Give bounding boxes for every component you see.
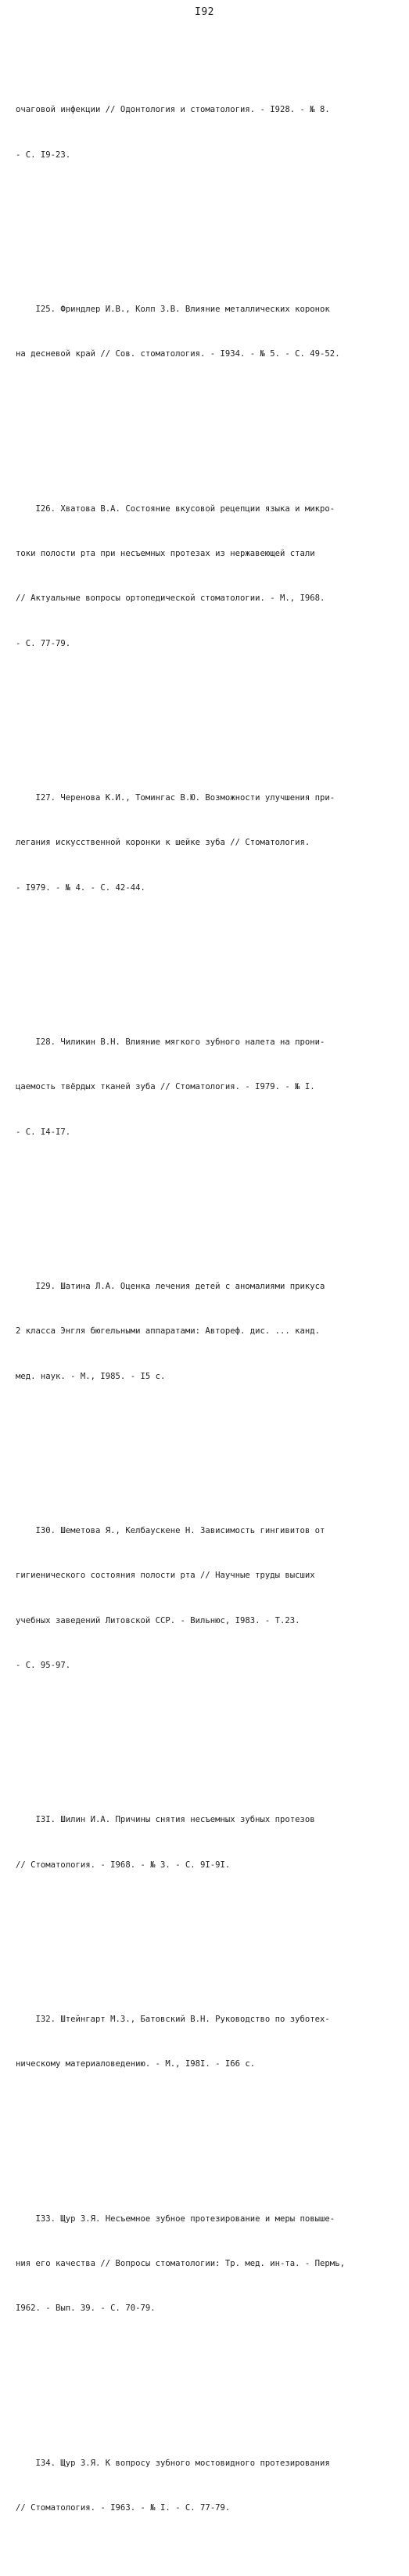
reference-entry-125 (16, 272, 393, 392)
reference-line: I25. Фриндлер И.В., Колп З.В. Влияние металлических коронок (16, 305, 330, 315)
reference-entry-134 (16, 2426, 393, 2546)
reference-line: // Стоматология. - I963. - № I. - С. 77-79. (16, 2503, 231, 2513)
reference-line: I33. Щур З.Я. Несъемное зубное протезирование и меры повыше- (16, 2213, 335, 2224)
reference-entry-129 (16, 1250, 393, 1414)
reference-line: I34. Щур З.Я. К вопросу зубного мостовидного протезирования (16, 2458, 330, 2468)
reference-line: очаговой инфекции // Одонтология и стоматология. - I928. - № 8. (16, 105, 330, 115)
reference-line: I962. - Вып. 39. - С. 70-79. (16, 2304, 156, 2314)
reference-line: учебных заведений Литовской ССР. - Вильнюс, I983. - Т.23. (16, 1615, 300, 1625)
reference-continuation (16, 73, 393, 193)
reference-entry-131 (16, 1783, 393, 1903)
reference-line: I29. Шатина Л.А. Оценка лечения детей с аномалиями прикуса (16, 1282, 325, 1292)
reference-line: цаемость твёрдых тканей зуба // Стоматология. - I979. - № I. (16, 1082, 315, 1092)
reference-line: I28. Чиликин В.Н. Влияние мягкого зубного налета на прони- (16, 1037, 325, 1048)
reference-entry-133 (16, 2182, 393, 2347)
reference-line: - С. I9-23. (16, 150, 71, 160)
reference-entry-128 (16, 1005, 393, 1170)
reference-line: I27. Черенова К.И., Томингас В.Ю. Возможности улучшения при- (16, 793, 335, 803)
reference-line: - С. 77-79. (16, 638, 71, 648)
reference-line: легания искусственной коронки к шейке зуба // Стоматология. (16, 838, 310, 848)
bibliography-text (16, 28, 393, 2576)
reference-line: - С. I4-I7. (16, 1127, 71, 1137)
reference-line: I30. Шеметова Я., Келбаускене Н. Зависимость гингивитов от (16, 1526, 325, 1536)
reference-line: ническому материаловедению. - М., I98I. - I66 с. (16, 2059, 256, 2069)
reference-line: I32. Штейнгарт М.З., Батовский В.Н. Руководство по зуботех- (16, 2015, 330, 2025)
reference-line: 2 класса Энгля бюгельными аппаратами: Автореф. дис. ... канд. (16, 1326, 321, 1337)
reference-line: // Актуальные вопросы ортопедической стоматологии. - М., I968. (16, 593, 325, 604)
reference-line: I26. Хватова В.А. Состояние вкусовой рецепции языка и микро- (16, 503, 335, 514)
reference-line: мед. наук. - М., I985. - I5 с. (16, 1371, 166, 1381)
reference-line: // Стоматология. - I968. - № 3. - С. 9I-9I. (16, 1860, 231, 1870)
page-number: I92 (195, 6, 214, 18)
reference-entry-126 (16, 472, 393, 681)
reference-line: гигиенического состояния полости рта // Научные труды высших (16, 1571, 315, 1581)
reference-entry-132 (16, 1983, 393, 2102)
reference-line: токи полости рта при несъемных протезах из нержавеющей стали (16, 549, 315, 559)
reference-line: - С. 95-97. (16, 1661, 71, 1671)
reference-entry-127 (16, 761, 393, 925)
reference-line: - I979. - № 4. - С. 42-44. (16, 882, 145, 893)
reference-entry-130 (16, 1494, 393, 1703)
reference-line: I3I. Шилин И.А. Причины снятия несъемных зубных протезов (16, 1815, 315, 1825)
reference-line: ния его качества // Вопросы стоматологии: Тр. мед. ин-та. - Пермь, (16, 2259, 345, 2269)
reference-line: на десневой край // Сов. стоматология. - I934. - № 5. - С. 49-52. (16, 349, 340, 359)
